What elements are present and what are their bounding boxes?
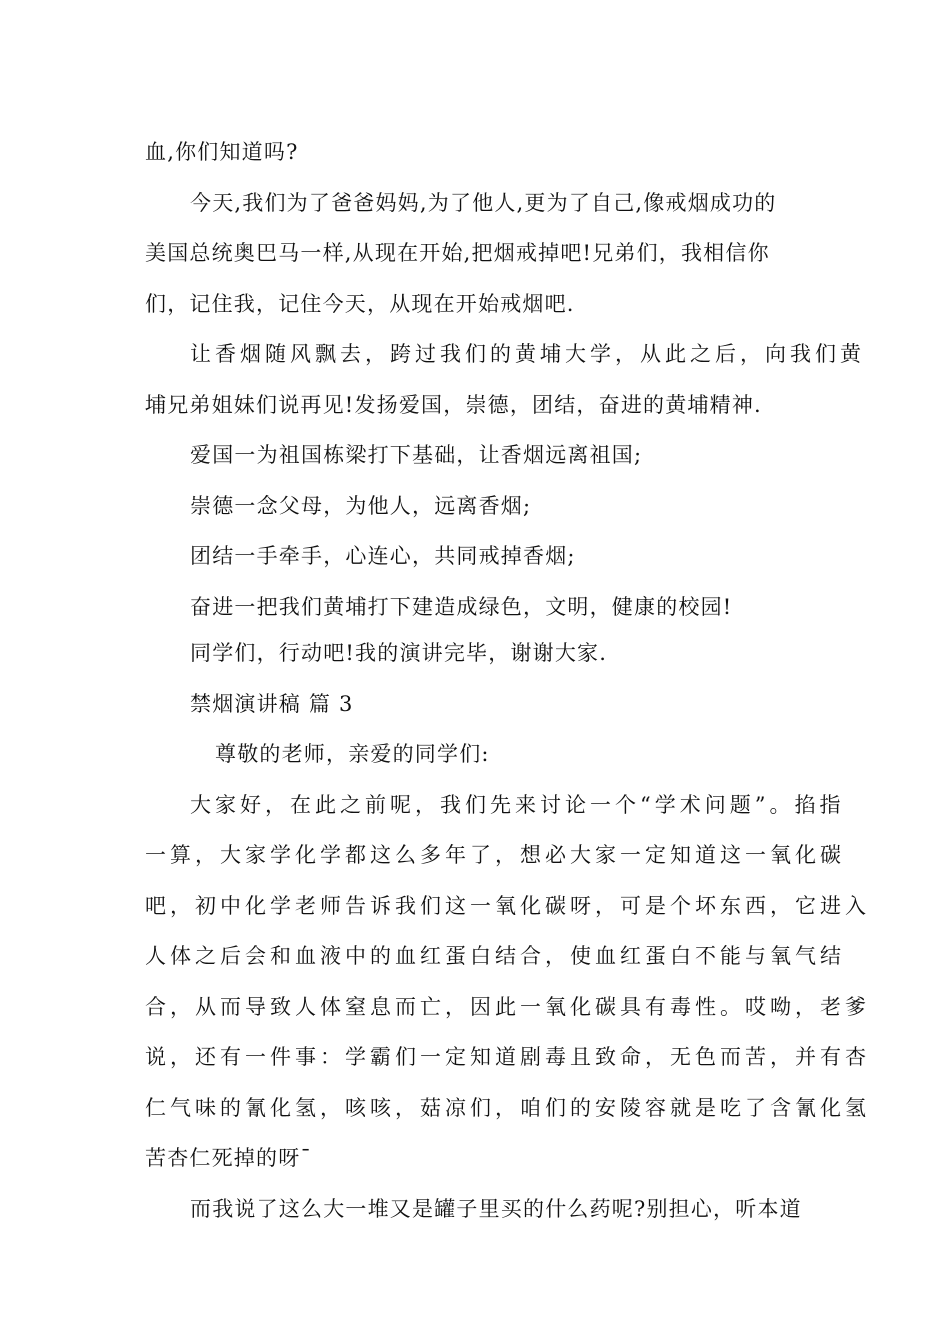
- text-line: 血,你们知道吗?: [145, 140, 299, 164]
- text-line: 让香烟随风飘去，跨过我们的黄埔大学，从此之后，向我们黄: [190, 342, 865, 366]
- text-line: 们，记住我，记住今天，从现在开始戒烟吧.: [145, 292, 575, 316]
- text-line: 同学们，行动吧!我的演讲完毕，谢谢大家.: [190, 641, 608, 665]
- text-line: 说，还有一件事：学霸们一定知道剧毒且致命，无色而苦，并有杏: [145, 1045, 870, 1069]
- section-heading: 禁烟演讲稿 篇 3: [190, 692, 354, 716]
- text-line: 而我说了这么大一堆又是罐子里买的什么药呢?别担心，听本道: [190, 1197, 802, 1221]
- text-line: 大家好，在此之前呢，我们先来讨论一个“学术问题”。掐指: [190, 793, 845, 817]
- text-line: 人体之后会和血液中的血红蛋白结合，使血红蛋白不能与氧气结: [145, 944, 845, 968]
- text-line: 崇德一念父母，为他人，远离香烟;: [190, 494, 532, 518]
- text-line: 吧，初中化学老师告诉我们这一氧化碳呀，可是个坏东西，它进入: [145, 894, 870, 918]
- text-line: 一算，大家学化学都这么多年了，想必大家一定知道这一氧化碳: [145, 843, 845, 867]
- text-line: 爱国一为祖国栋梁打下基础，让香烟远离祖国;: [190, 443, 643, 467]
- text-line: 合，从而导致人体窒息而亡，因此一氧化碳具有毒性。哎呦，老爹: [145, 995, 870, 1019]
- text-line: 埔兄弟姐妹们说再见!发扬爱国，崇德，团结，奋进的黄埔精神.: [145, 393, 762, 417]
- text-line: 苦杏仁死掉的呀¯: [145, 1146, 313, 1170]
- text-line: 今天,我们为了爸爸妈妈,为了他人,更为了自己,像戒烟成功的: [190, 191, 777, 215]
- text-line: 团结一手牵手，心连心，共同戒掉香烟;: [190, 544, 576, 568]
- text-line: 奋进一把我们黄埔打下建造成绿色，文明，健康的校园!: [190, 595, 733, 619]
- text-line: 美国总统奥巴马一样,从现在开始,把烟戒掉吧!兄弟们，我相信你: [145, 241, 770, 265]
- text-line: 仁气味的氰化氢，咳咳，菇凉们，咱们的安陵容就是吃了含氰化氢: [145, 1096, 870, 1120]
- salutation: 尊敬的老师，亲爱的同学们:: [215, 742, 490, 766]
